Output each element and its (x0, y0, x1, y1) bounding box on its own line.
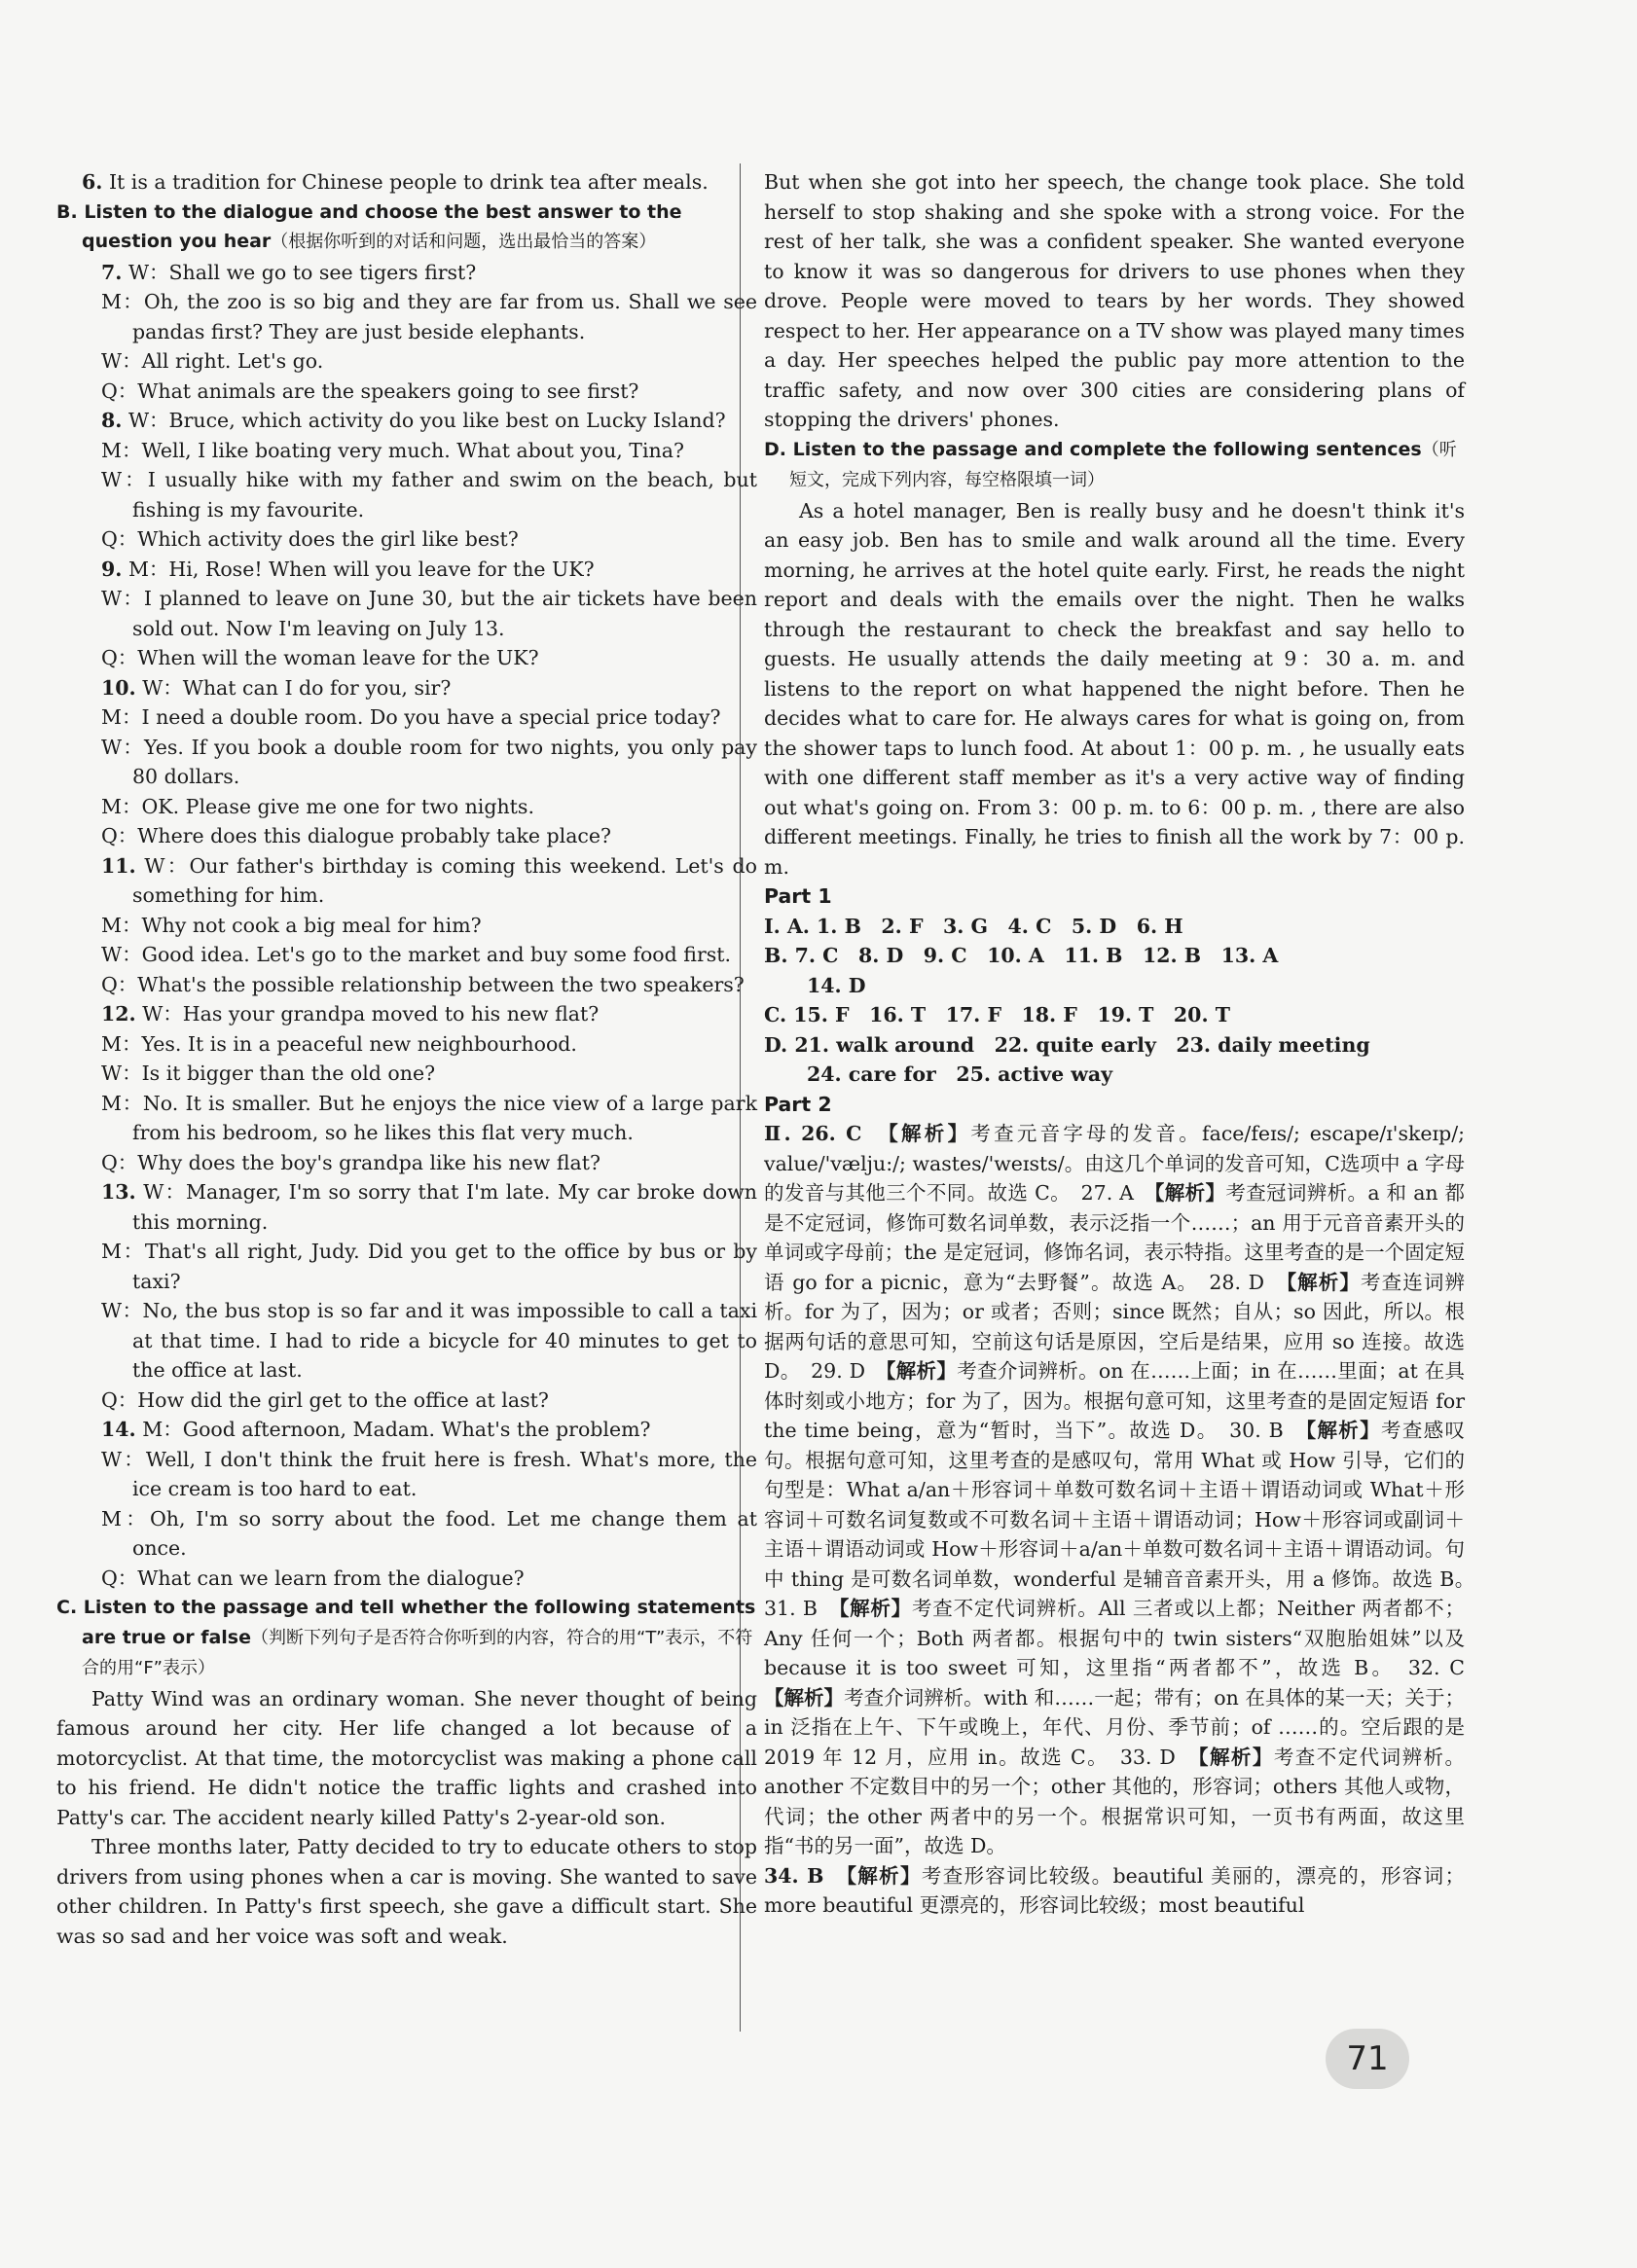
passage-c-paragraph-3: But when she got into her speech, the change took place. She told herself to stop shaking and she spoke with a strong voice. For the rest of her talk, she was a confident speaker. She wanted everyone to know it was so dangerous for drivers to use phones when they drove. People were moved to tears by her words. They showed respect to her. Her appearance on a TV show was played many times a day. Her speeches helped the public pay more attention to the traffic safety, and now over 300 cities are considering plans of stopping the drivers' phones. (764, 170, 1465, 431)
answers-d-cont: 24. care for 25. active way (807, 1062, 1113, 1086)
dialogue-9: 9. M：Hi, Rose! When will you leave for the UK? W：I planned to leave on June 30, but the air tickets have been sold out. Now I'm leaving on July 13. Q：When will the woman leave for the UK? (101, 557, 757, 669)
answers-a: Ⅰ. A. 1. B 2. F 3. G 4. C 5. D 6. H (764, 914, 1183, 938)
left-column (56, 167, 757, 1951)
passage-c-paragraph-2: Three months later, Patty decided to try to educate others to stop drivers from using phones when a car is moving. She wanted to save other children. In Patty's first speech, she gave a difficult start. She was so sad and her voice was soft and weak. (56, 1835, 757, 1948)
part-1-heading: Part 1 (764, 884, 832, 908)
section-d-heading: D. Listen to the passage and complete the following sentences（听短文，完成下列内容，每空格限填一词） (764, 438, 1457, 490)
part-2-heading: Part 2 (764, 1092, 832, 1116)
section-b-heading: B. Listen to the dialogue and choose the best answer to the question you hear（根据你听到的对话和问题，选出最恰当的答案） (56, 200, 682, 252)
passage-c-paragraph-1: Patty Wind was an ordinary woman. She never thought of being famous around her city. Her life changed a lot because of a motorcyclist. At that time, the motorcyclist was making a phone call to his friend. He didn't notice the traffic lights and crashed into Patty's car. The accident nearly killed Patty's 2-year-old son. (56, 1686, 757, 1829)
dialogue-10: 10. W：What can I do for you, sir? M：I need a double room. Do you have a special price today? W：Yes. If you book a double room for two nights, you only pay 80 dollars. M：OK. Please give me one for two nights. Q：Where does this dialogue probably take place? (101, 675, 757, 847)
answers-d: D. 21. walk around 22. quite early 23. daily meeting (764, 1032, 1370, 1057)
dialogue-13: 13. W：Manager, I'm so sorry that I'm late. My car broke down this morning. M：That's all right, Judy. Did you get to the office by bus or by taxi? W：No, the bus stop is so far and it was impossible to call a taxi at that time. I had to ride a bicycle for 40 minutes to get to the office at last. Q：How did the girl get to the office at last? (101, 1180, 757, 1412)
dialogue-8: 8. W：Bruce, which activity do you like best on Lucky Island? M：Well, I like boating very much. What about you, Tina? W：I usually hike with my father and swim on the beach, but fishing is my favourite. Q：Which activity does the girl like best? (101, 409, 757, 551)
right-column (764, 167, 1485, 1921)
answers-b-cont: 14. D (807, 973, 866, 997)
dialogue-7: 7. W：Shall we go to see tigers first? M：Oh, the zoo is so big and they are far from us. Shall we see pandas first? They are just beside elephants. W：All right. Let's go. Q：What animals are the speakers going to see first? (101, 260, 757, 403)
answers-c: C. 15. F 16. T 17. F 18. F 19. T 20. T (764, 1003, 1230, 1026)
dialogue-11: 11. W：Our father's birthday is coming this weekend. Let's do something for him. M：Why not cook a big meal for him? W：Good idea. Let's go to the market and buy some food first. Q：What's the possible relationship between the two speakers? (101, 853, 757, 996)
dialogue-14: 14. M：Good afternoon, Madam. What's the problem? W：Well, I don't think the fruit here is fresh. What's more, the ice cream is too hard to eat. M：Oh, I'm so sorry about the food. Let me change them at once. Q：What can we learn from the dialogue? (101, 1418, 757, 1590)
page-number: 71 (1326, 2029, 1409, 2089)
answers-b: B. 7. C 8. D 9. C 10. A 11. B 12. B 13. A (764, 944, 1279, 967)
passage-d: As a hotel manager, Ben is really busy and he doesn't think it's an easy job. Ben has to smile and walk around all the time. Every morning, he arrives at the hotel quite early. First, he reads the night report and deals with the emails over the night. Then he walks through the restaurant to check the breakfast and say hello to guests. He usually attends the daily meeting at 9：30 a. m. and listens to the report on what happened the night before. Then he decides what to care for. He always cares for what is going on, from the shower taps to lunch food. At about 1：00 p. m. , he usually eats with one different staff member as it's a very active way of finding out what's going on. From 3：00 p. m. to 6：00 p. m. , there are also different meetings. Finally, he tries to finish all the work by 7：00 p. m. (764, 498, 1465, 879)
part-2-explanations: Ⅱ. 26. C 【解析】考查元音字母的发音。face/feɪs/; escape/ɪ'skeɪp/; value/'vælju:/; wastes/'weɪsts/。由这几个单词的发音可知，C选项中 a 字母的发音与其他三个不同。故选 C。 27. A 【解析】考查冠词辨析。a 和 an 都是不定冠词，修饰可数名词单数，表示泛指一个……；an 用于元音音素开头的单词或字母前；the 是定冠词，修饰名词，表示特指。这里考查的是一个固定短语 go for a picnic，意为“去野餐”。故选 A。 28. D 【解析】考查连词辨析。for 为了，因为；or 或者；否则；since 既然；自从；so 因此，所以。根据两句话的意思可知，空前这句话是原因，空后是结果，应用 so 连接。故选 D。 29. D 【解析】考查介词辨析。on 在……上面；in 在……里面；at 在具体时刻或小地方；for 为了，因为。根据句意可知，这里考查的是固定短语 for the time being，意为“暂时，当下”。故选 D。 30. B 【解析】考查感叹句。根据句意可知，这里考查的是感叹句，常用 What 或 How 引导，它们的句型是：What a/an＋形容词＋单数可数名词＋主语＋谓语动词或 What＋形容词＋可数名词复数或不可数名词＋主语＋谓语动词；How＋形容词或副词＋主语＋谓语动词或 How＋形容词＋a/an＋单数可数名词＋主语＋谓语动词。句中 thing 是可数名词单数，wonderful 是辅音音素开头，用 a 修饰。故选 B。 31. B 【解析】考查不定代词辨析。All 三者或以上都；Neither 两者都不；Any 任何一个；Both 两者都。根据句中的 twin sisters“双胞胎姐妹”以及 because it is too sweet 可知，这里指“两者都不”，故选 B。 32. C 【解析】考查介词辨析。with 和……一起；带有；on 在具体的某一天；关于；in 泛指在上午、下午或晚上，年代、月份、季节前；of ……的。空后跟的是 2019 年 12 月，应用 in。故选 C。 33. D 【解析】考查不定代词辨析。another 不定数目中的另一个；other 其他的，形容词；others 其他人或物，代词；the other 两者中的另一个。根据常识可知，一页书有两面，故这里指“书的另一面”，故选 D。 34. B 【解析】考查形容词比较级。beautiful 美丽的，漂亮的，形容词；more beautiful 更漂亮的，形容词比较级；most beautiful (764, 1122, 1485, 1917)
section-c-heading: C. Listen to the passage and tell whether the following statements are true or false（判断下列句子是否符合你听到的内容，符合的用“T”表示，不符合的用“F”表示） (56, 1597, 756, 1678)
dialogue-12: 12. W：Has your grandpa moved to his new flat? M：Yes. It is in a peaceful new neighbourhood. W：Is it bigger than the old one? M：No. It is smaller. But he enjoys the nice view of a large park from his bedroom, so he likes this flat very much. Q：Why does the boy's grandpa like his new flat? (101, 1002, 757, 1174)
statement-6: 6. It is a tradition for Chinese people to drink tea after meals. (82, 170, 709, 194)
